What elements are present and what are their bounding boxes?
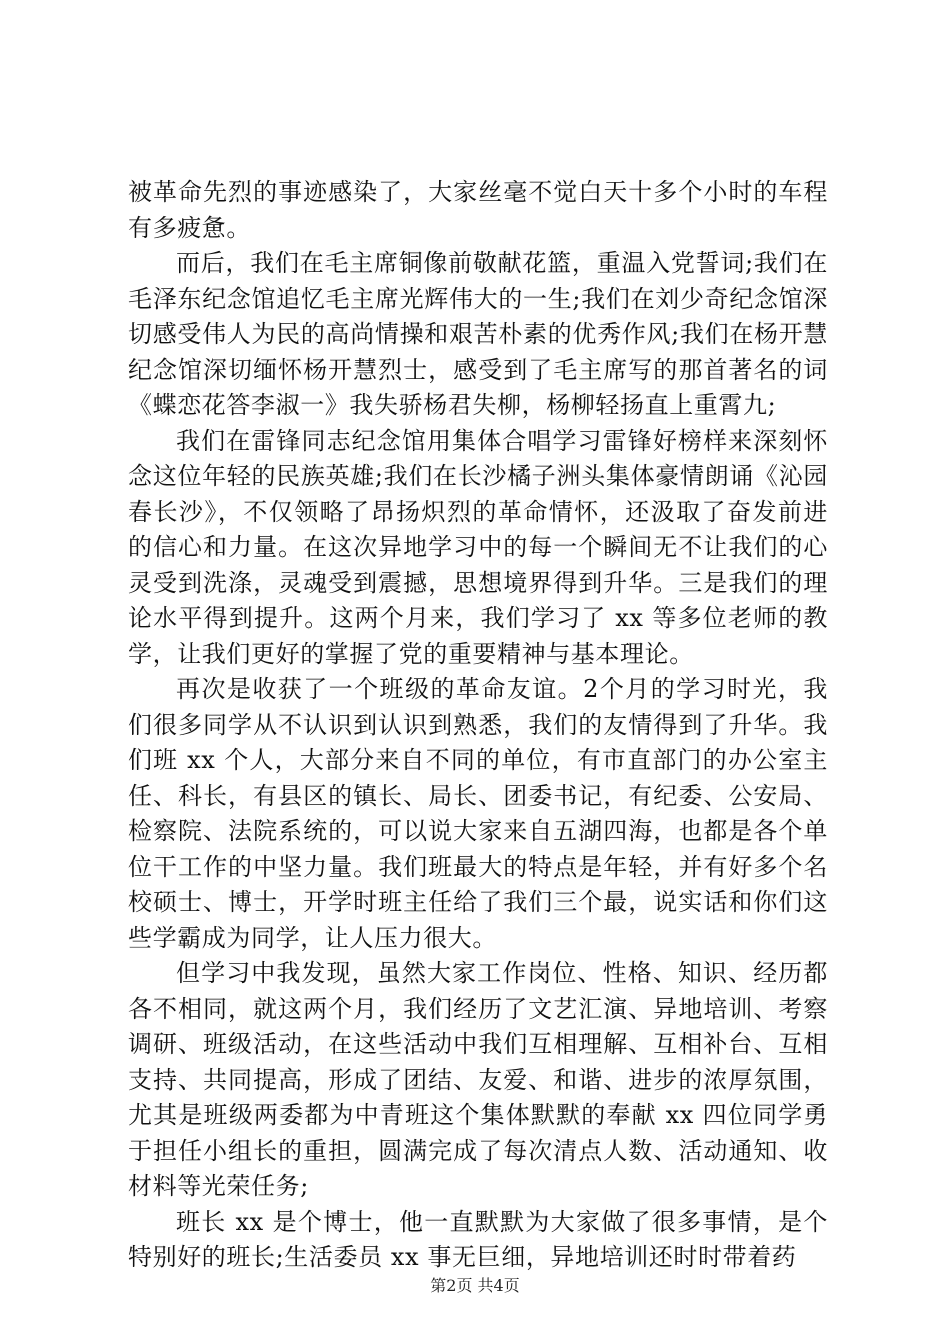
body-text [128, 175, 828, 1276]
paragraph-4: 再次是收获了一个班级的革命友谊。2个月的学习时光，我们很多同学从不认识到认识到熟悉，我们的友情得到了升华。我们班 xx 个人，大部分来自不同的单位，有市直部门的办公室主任、科长，有县区的镇长、局长、团委书记，有纪委、公安局、检察院、法院系统的，可以说大家来自五湖四海，也都是各个单位干工作的中坚力量。我们班最大的特点是年轻，并有好多个名校硕士、博士，开学时班主任给了我们三个最，说实话和你们这些学霸成为同学，让人压力很大。 [128, 675, 828, 952]
paragraph-5: 但学习中我发现，虽然大家工作岗位、性格、知识、经历都各不相同，就这两个月，我们经历了文艺汇演、异地培训、考察调研、班级活动，在这些活动中我们互相理解、互相补台、互相支持、共同提高，形成了团结、友爱、和谐、进步的浓厚氛围，尤其是班级两委都为中青班这个集体默默的奉献 xx 四位同学勇于担任小组长的重担，圆满完成了每次清点人数、活动通知、收材料等光荣任务; [128, 959, 828, 1200]
paragraph-3: 我们在雷锋同志纪念馆用集体合唱学习雷锋好榜样来深刻怀念这位年轻的民族英雄;我们在长沙橘子洲头集体豪情朗诵《沁园春长沙》，不仅领略了昂扬炽烈的革命情怀，还汲取了奋发前进的信心和力量。在这次异地学习中的每一个瞬间无不让我们的心灵受到洗涤，灵魂受到震撼，思想境界得到升华。三是我们的理论水平得到提升。这两个月来，我们学习了 xx 等多位老师的教学，让我们更好的掌握了党的重要精神与基本理论。 [128, 426, 828, 668]
paragraph-6: 班长 xx 是个博士，他一直默默为大家做了很多事情，是个特别好的班长;生活委员 xx 事无巨细，异地培训还时时带着药 [128, 1207, 828, 1271]
paragraph-2: 而后，我们在毛主席铜像前敬献花篮，重温入党誓词;我们在毛泽东纪念馆追忆毛主席光辉伟大的一生;我们在刘少奇纪念馆深切感受伟人为民的高尚情操和艰苦朴素的优秀作风;我们在杨开慧纪念馆深切缅怀杨开慧烈士，感受到了毛主席写的那首著名的词《蝶恋花答李淑一》我失骄杨君失柳，杨柳轻扬直上重霄九; [128, 249, 828, 419]
page-footer: 第2页 共4页 [430, 1276, 520, 1295]
paragraph-1: 被革命先烈的事迹感染了，大家丝毫不觉白天十多个小时的车程有多疲惫。 [128, 178, 828, 242]
